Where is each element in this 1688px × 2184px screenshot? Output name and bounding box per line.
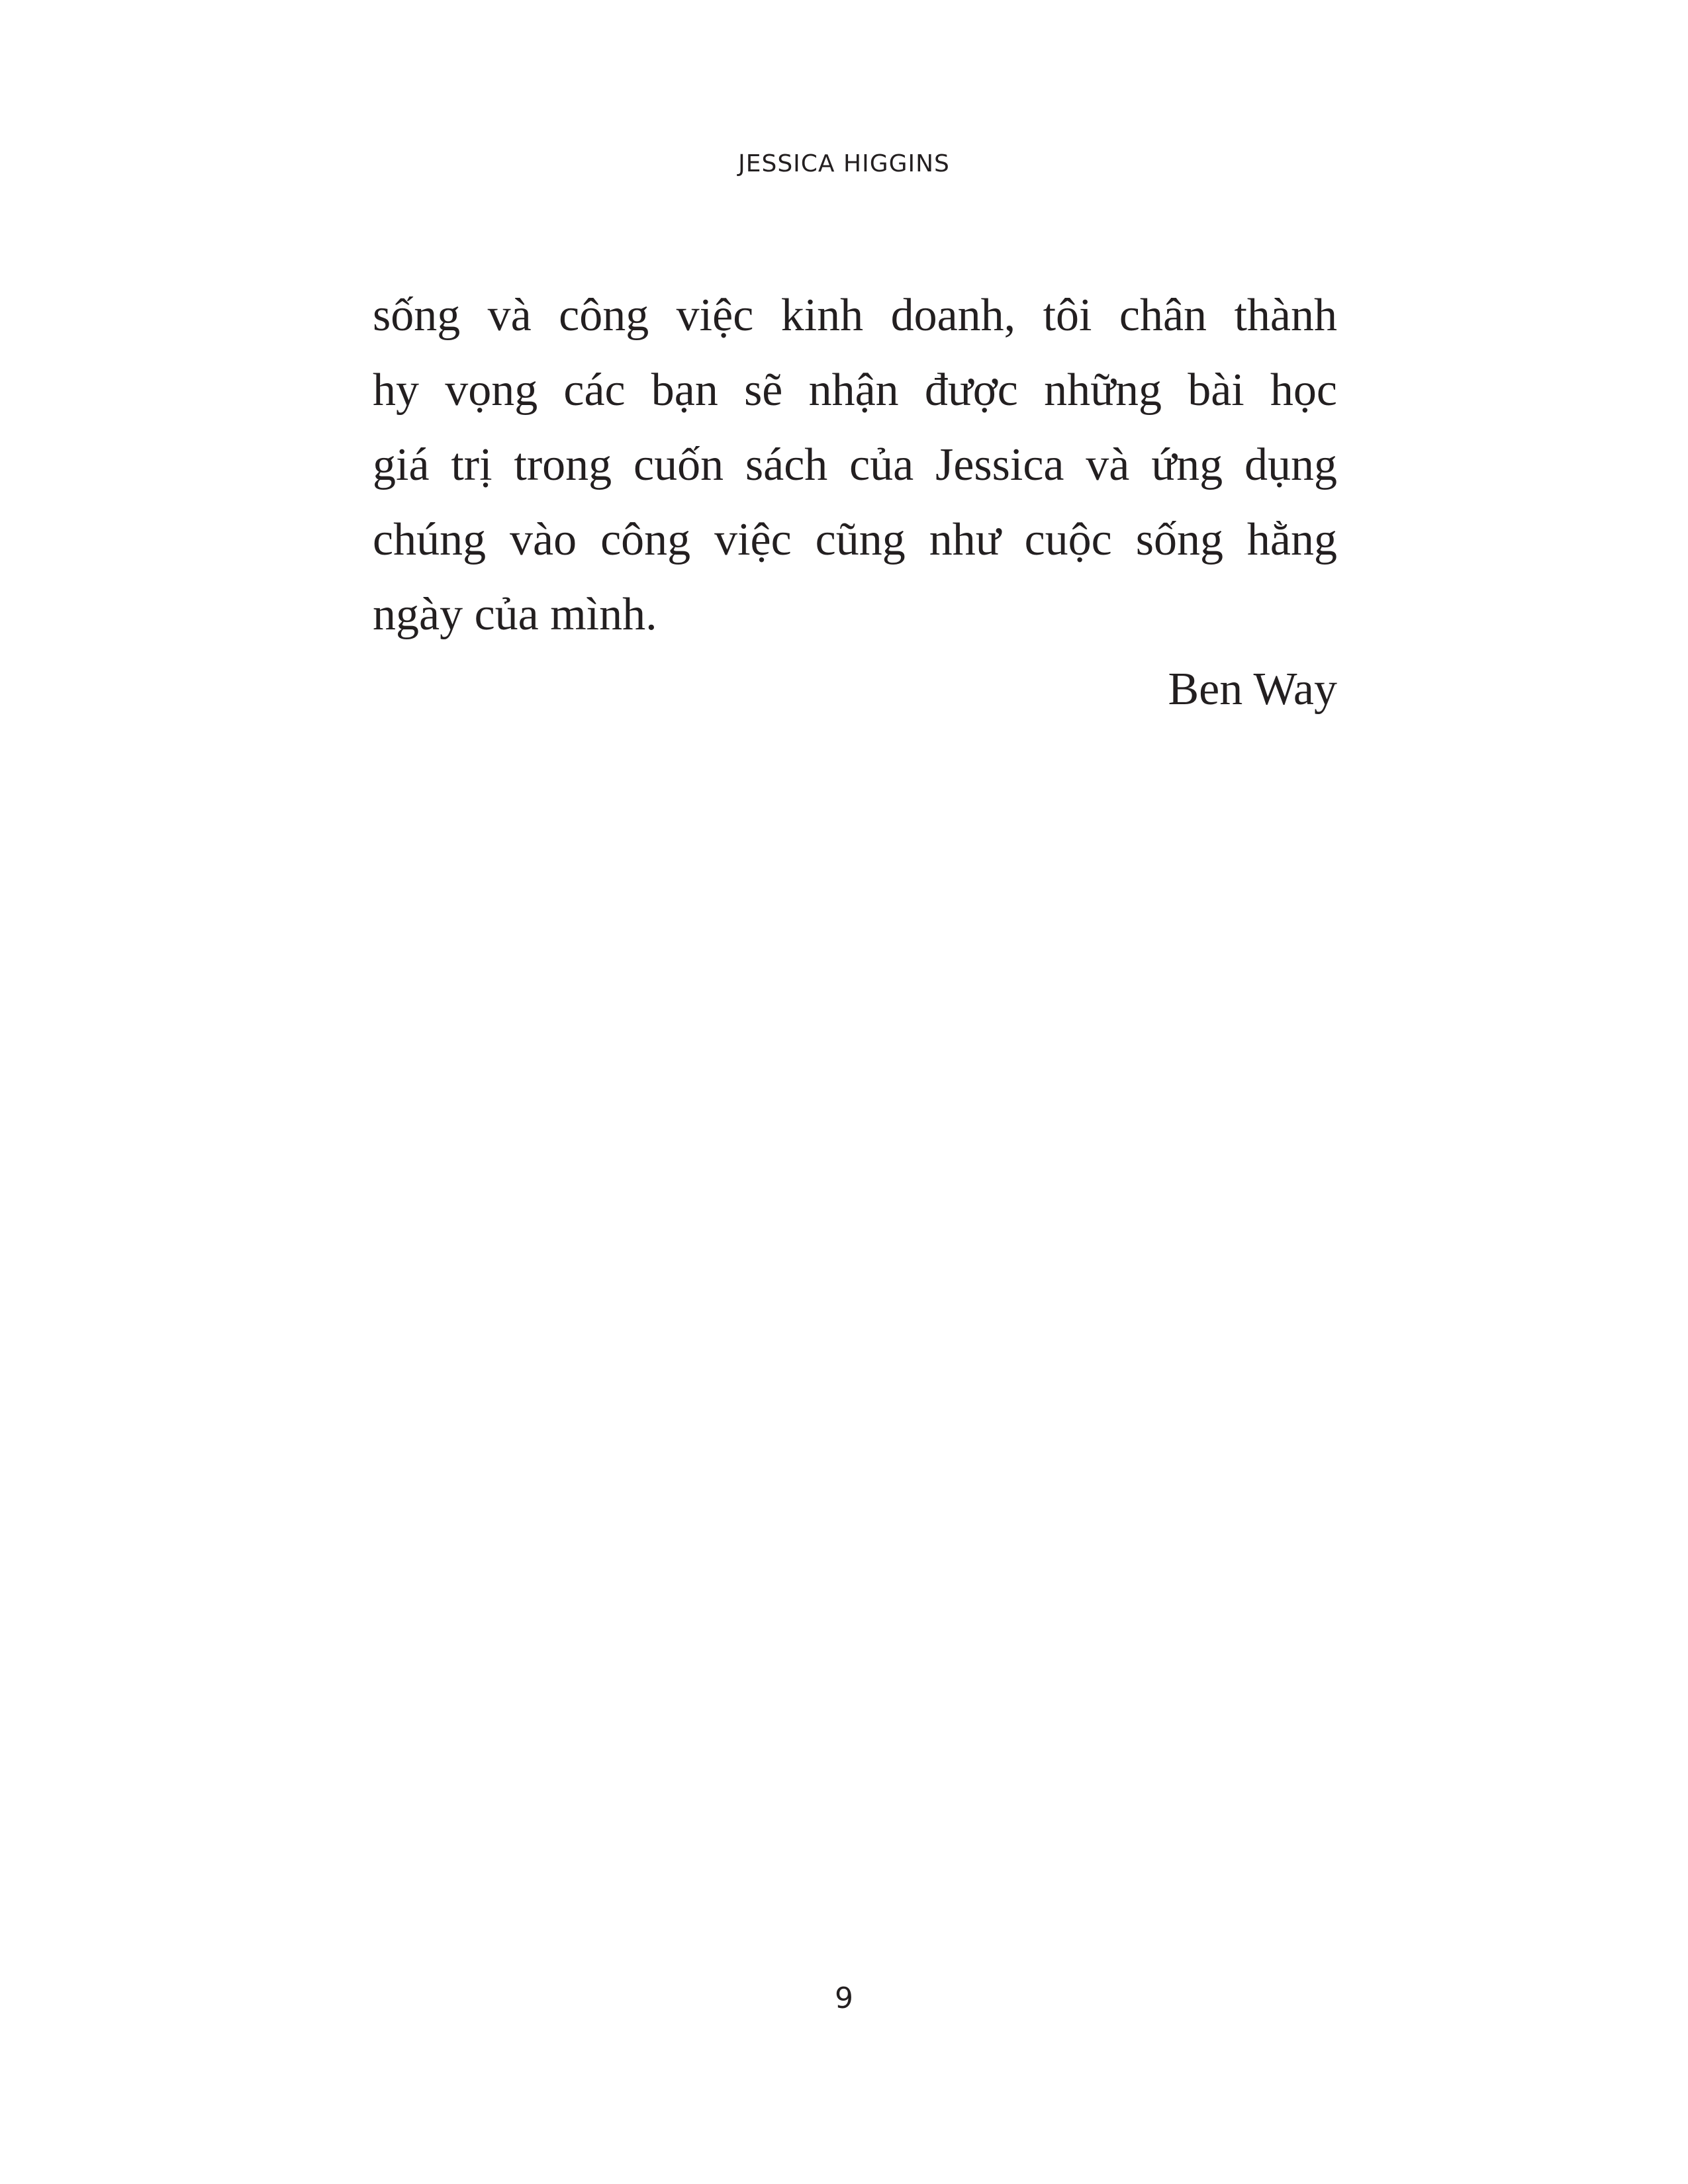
author-signature: Ben Way (1168, 664, 1337, 715)
body-line: ngày của mình. (373, 589, 657, 640)
body-text (373, 278, 1337, 727)
body-line: chúng vào công việc cũng như cuộc sống hằng (373, 514, 1337, 565)
page-number: 9 (835, 1981, 853, 2015)
running-header: JESSICA HIGGINS (738, 150, 950, 177)
body-line: sống và công việc kinh doanh, tôi chân thành (373, 290, 1337, 341)
body-line: hy vọng các bạn sẽ nhận được những bài học (373, 365, 1337, 416)
body-line: giá trị trong cuốn sách của Jessica và ứng dụng (373, 439, 1337, 490)
